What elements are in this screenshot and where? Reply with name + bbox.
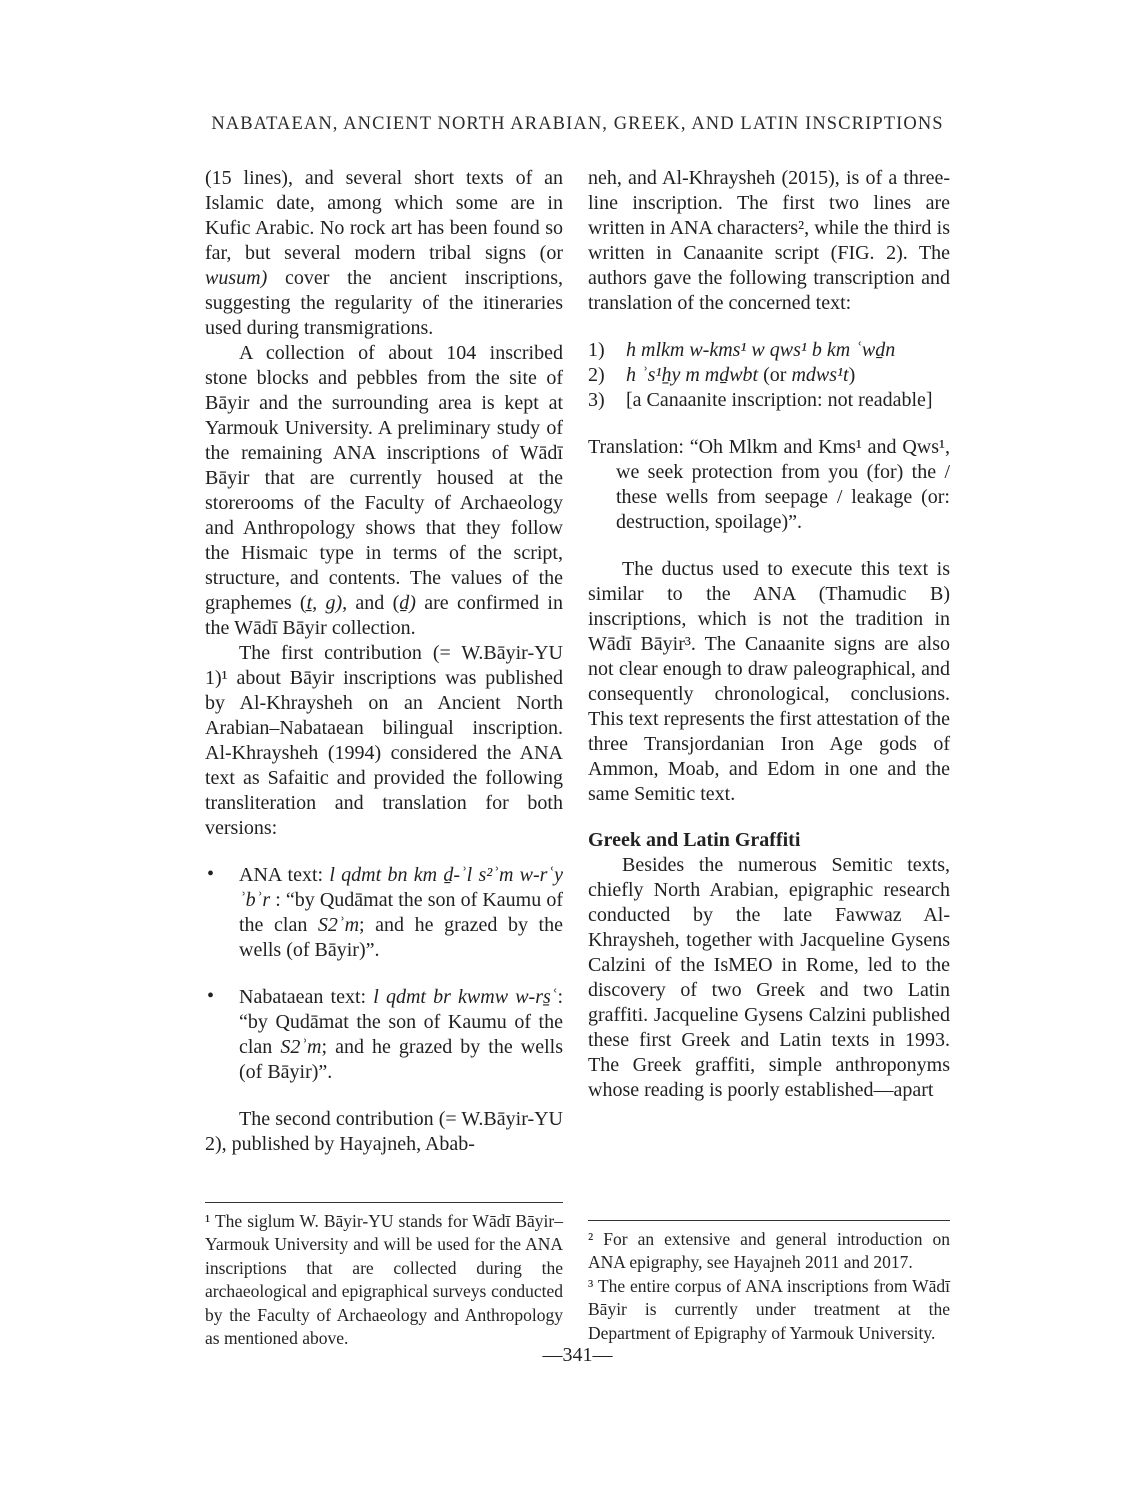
paragraph: The ductus used to execute this text is similar to the ANA (Thamudic B) inscriptions, which is not the tradition in Wādī Bāyir³. The Canaanite signs are also not clear enough to draw paleographical, and consequently chronological, conclusions. This text represents the first attestation of the three Transjordanian Iron Age gods of Ammon, Moab, and Edom in one and the same Semitic text.	[588, 558, 950, 805]
two-column-layout	[205, 166, 950, 1157]
left-column	[205, 166, 563, 1157]
item-text: [a Canaanite inscription: not readable]	[626, 389, 933, 411]
paragraph: neh, and Al-Khraysheh (2015), is of a three-line inscription. The first two lines are written in ANA characters², while the third is written in Canaanite script (FIG. 2). The authors gave the following transcription and translation of the concerned text:	[588, 167, 950, 314]
bullet-text: Nabataean text: l qdmt br kwmw w-rs̱ʿ: “by Qudāmat the son of Kaumu of the clan S2ʾm; and he grazed by the wells (of Bāyir)”.	[239, 986, 563, 1083]
footnote-text: ¹ The siglum W. Bāyir-YU stands for Wādī Bāyir–Yarmouk University and will be used for the ANA inscriptions that are collected during the archaeological and epigraphical surveys conducted by the Faculty of Archaeology and Anthropology as mentioned above.	[205, 1211, 563, 1349]
bullet-icon: •	[207, 863, 215, 885]
page-number: —341—	[542, 1344, 613, 1366]
footnote-text: ³ The entire corpus of ANA inscriptions from Wādī Bāyir is currently under treatment at the Department of Epigraphy of Yarmouk University.	[588, 1275, 950, 1343]
item-text: h ʾs¹ẖy m mḏwbt (or mdws¹t)	[626, 364, 856, 386]
numbered-item	[588, 338, 950, 363]
item-number: 2)	[588, 364, 605, 386]
item-number: 1)	[588, 339, 605, 361]
numbered-list	[588, 338, 950, 413]
paragraph: The second contribution (= W.Bāyir-YU 2), published by Hayajneh, Abab-	[205, 1108, 563, 1155]
item-number: 3)	[588, 389, 605, 411]
bullet-item	[205, 863, 563, 963]
footnote-text: ² For an extensive and general introduction on ANA epigraphy, see Hayajneh 2011 and 2017.	[588, 1229, 950, 1273]
bullet-text: ANA text: l qdmt bn km ḏ-ʾl s²ʾm w-rʿy ʾbʾr : “by Qudāmat the son of Kaumu of the clan S2ʾm; and he grazed by the wells (of Bāyir)”.	[239, 864, 563, 961]
numbered-item	[588, 363, 950, 388]
item-text: h mlkm w-kms¹ w qws¹ b km ʿwḏn	[626, 339, 896, 361]
footnote-right	[588, 1220, 950, 1345]
right-column	[588, 166, 950, 1157]
bullet-icon: •	[207, 985, 215, 1007]
paragraph: (15 lines), and several short texts of an Islamic date, among which some are in Kufic Arabic. No rock art has been found so far, but several modern tribal signs (or wusum) cover the ancient inscriptions, suggesting the regularity of the itineraries used during transmigrations.	[205, 167, 563, 339]
bullet-item	[205, 985, 563, 1085]
footnote-left	[205, 1202, 563, 1350]
paragraph: A collection of about 104 inscribed stone blocks and pebbles from the site of Bāyir and the surrounding area is kept at Yarmouk University. A preliminary study of the remaining ANA inscriptions of Wādī Bāyir that are currently housed at the storerooms of the Faculty of Archaeology and Anthropology shows that they follow the Hismaic type in terms of the script, structure, and contents. The values of the graphemes (ṯ, g), and (ḏ) are confirmed in the Wādī Bāyir collection.	[205, 342, 563, 639]
paragraph: The first contribution (= W.Bāyir-YU 1)¹ about Bāyir inscriptions was published by Al-Khraysheh on an Ancient North Arabian–Nabataean bilingual inscription. Al-Khraysheh (1994) considered the ANA text as Safaitic and provided the following transliteration and translation for both versions:	[205, 642, 563, 839]
numbered-item	[588, 388, 950, 413]
translation-block: Translation: “Oh Mlkm and Kms¹ and Qws¹, we seek protection from you (for) the / these wells from seepage / leakage (or: destruction, spoilage)”.	[588, 436, 950, 533]
section-heading: Greek and Latin Graffiti	[588, 829, 801, 851]
page-content	[205, 114, 950, 1157]
running-header: NABATAEAN, ANCIENT NORTH ARABIAN, GREEK, AND LATIN INSCRIPTIONS	[211, 114, 944, 134]
paragraph: Besides the numerous Semitic texts, chiefly North Arabian, epigraphic research conducted by the late Fawwaz Al-Khraysheh, together with Jacqueline Gysens Calzini of the IsMEO in Rome, led to the discovery of two Greek and two Latin graffiti. Jacqueline Gysens Calzini published these first Greek and Latin texts in 1993. The Greek graffiti, simple anthroponyms whose reading is poorly established—apart	[588, 854, 950, 1101]
